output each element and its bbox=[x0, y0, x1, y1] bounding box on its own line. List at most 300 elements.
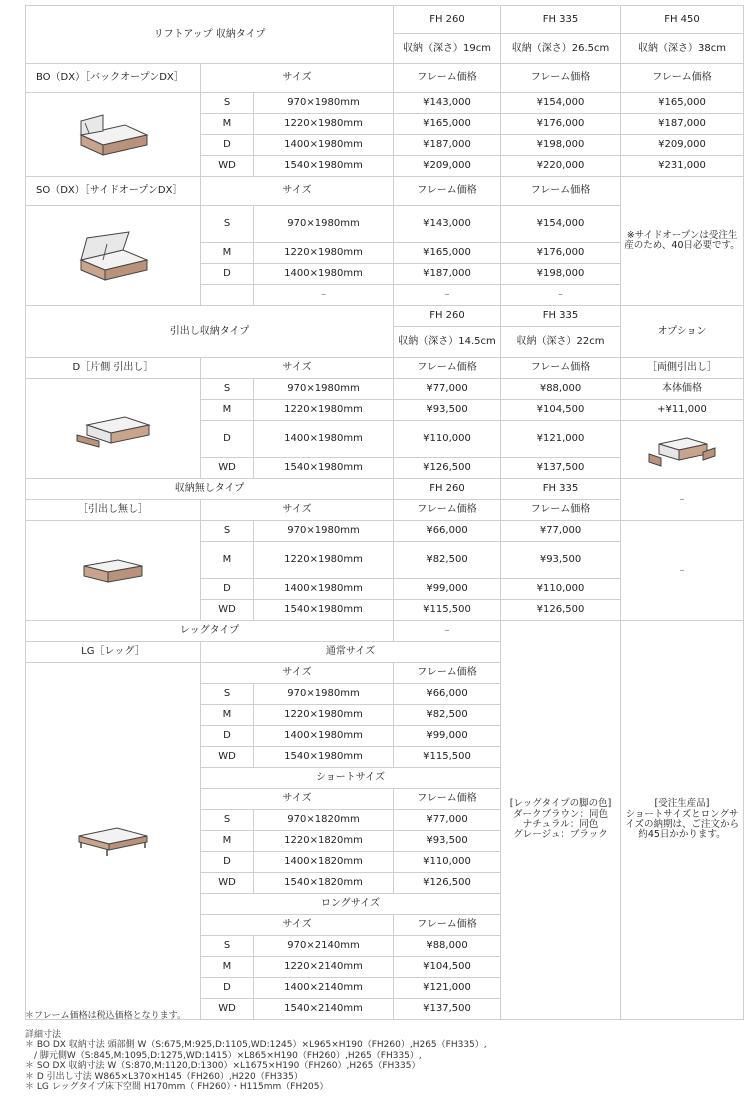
table-row bbox=[26, 379, 744, 400]
col-header bbox=[501, 6, 621, 34]
size-code bbox=[201, 747, 254, 768]
depth-label-text: 収納（深さ）38cm bbox=[638, 42, 726, 54]
size-code bbox=[201, 243, 254, 264]
table-row bbox=[26, 6, 744, 34]
size-code-text: S bbox=[223, 383, 231, 395]
dimension-text: 1400×1980mm bbox=[284, 730, 363, 742]
size-code-text: D bbox=[223, 982, 231, 994]
dimension-text: 1400×1980mm bbox=[284, 268, 363, 280]
size-code-text: WD bbox=[218, 160, 236, 172]
option-label bbox=[621, 358, 744, 379]
price bbox=[394, 600, 501, 621]
price-header-text: フレーム価格 bbox=[417, 667, 477, 679]
price-header bbox=[621, 64, 744, 93]
price-text: ¥93,500 bbox=[539, 554, 582, 566]
dash bbox=[254, 285, 394, 306]
detail-heading: 詳細寸法 bbox=[25, 1029, 62, 1040]
option-label-text: ［両側引出し］ bbox=[647, 362, 718, 374]
price bbox=[394, 156, 501, 177]
dimension-text: 970×1820mm bbox=[287, 814, 360, 826]
price bbox=[501, 521, 621, 542]
price bbox=[501, 579, 621, 600]
table-row bbox=[26, 479, 744, 500]
price-text: ¥137,500 bbox=[536, 462, 585, 474]
price-text: ¥154,000 bbox=[536, 218, 585, 230]
size-code-text: M bbox=[222, 554, 232, 566]
dash bbox=[394, 621, 501, 642]
size-code bbox=[201, 421, 254, 458]
size-header-text: サイズ bbox=[282, 72, 312, 84]
model-image bbox=[26, 521, 201, 621]
col-header-text: FH 335 bbox=[542, 13, 579, 25]
price bbox=[394, 957, 501, 978]
size-code-text: M bbox=[222, 709, 232, 721]
option-price bbox=[621, 400, 744, 421]
price-text: ¥82,500 bbox=[426, 554, 468, 566]
price-header-text: フレーム価格 bbox=[530, 72, 591, 84]
price bbox=[501, 400, 621, 421]
section-title bbox=[26, 479, 394, 500]
price-text: ¥165,000 bbox=[423, 247, 471, 259]
price bbox=[394, 206, 501, 243]
price-text: ¥154,000 bbox=[536, 97, 585, 109]
price-text: ¥231,000 bbox=[658, 160, 706, 172]
col-header-text: FH 260 bbox=[429, 13, 465, 25]
dimension bbox=[254, 873, 394, 894]
model-image bbox=[26, 379, 201, 479]
model-image bbox=[26, 93, 201, 177]
price bbox=[621, 93, 744, 114]
side-open-note-text: ※サイドオープンは受注生産のため、40日必要です。 bbox=[624, 229, 740, 251]
col-header bbox=[501, 306, 621, 327]
depth-label-text: 収納（深さ）14.5cm bbox=[398, 336, 496, 348]
size-header bbox=[201, 789, 394, 810]
size-code-text: D bbox=[223, 856, 231, 868]
option-price-text: +¥11,000 bbox=[657, 404, 707, 416]
table-row bbox=[26, 306, 744, 327]
size-code bbox=[201, 156, 254, 177]
price bbox=[394, 705, 501, 726]
dimension bbox=[254, 458, 394, 479]
depth-label-text: 収納（深さ）19cm bbox=[403, 42, 491, 54]
price bbox=[501, 379, 621, 400]
price-text: ¥198,000 bbox=[536, 139, 585, 151]
depth-label-text: 収納（深さ）26.5cm bbox=[511, 42, 610, 54]
size-code bbox=[201, 114, 254, 135]
dimension-text: 1220×1980mm bbox=[284, 404, 363, 416]
price bbox=[501, 135, 621, 156]
dash bbox=[501, 285, 621, 306]
size-code bbox=[201, 458, 254, 479]
price bbox=[501, 458, 621, 479]
size-code-text: D bbox=[223, 139, 231, 151]
dimension-text: 970×1980mm bbox=[287, 383, 360, 395]
price-header bbox=[501, 500, 621, 521]
size-header-text: サイズ bbox=[282, 793, 312, 805]
price-header bbox=[394, 177, 501, 206]
depth-label bbox=[501, 327, 621, 358]
model-image bbox=[26, 663, 201, 1020]
size-code-text: WD bbox=[218, 604, 236, 616]
no-storage-bed-illustration bbox=[78, 554, 148, 588]
price bbox=[394, 379, 501, 400]
price-text: ¥187,000 bbox=[658, 118, 706, 130]
price bbox=[394, 135, 501, 156]
empty-cell bbox=[201, 285, 254, 306]
price-header bbox=[501, 358, 621, 379]
size-code-text: M bbox=[222, 961, 232, 973]
dimension-text: 1220×1980mm bbox=[284, 554, 363, 566]
price bbox=[621, 114, 744, 135]
price-text: ¥209,000 bbox=[423, 160, 471, 172]
depth-label bbox=[501, 34, 621, 64]
price bbox=[394, 873, 501, 894]
dimension-text: 1400×1820mm bbox=[284, 856, 363, 868]
size-code-text: WD bbox=[218, 1003, 236, 1015]
leg-color-note-text: [レッグタイプの脚の色] ダークブラウン：同色 ナチュラル：同色 グレージュ：ブラック bbox=[509, 798, 612, 841]
model-label-text: D［片側 引出し］ bbox=[72, 362, 154, 374]
col-header bbox=[394, 6, 501, 34]
price-text: ¥165,000 bbox=[658, 97, 706, 109]
price-text: ¥93,500 bbox=[426, 835, 468, 847]
dash-text: – bbox=[558, 289, 564, 301]
col-header-text: FH 450 bbox=[664, 13, 700, 25]
table-row bbox=[26, 521, 744, 542]
price-text: ¥126,500 bbox=[423, 877, 471, 889]
option-image bbox=[621, 421, 744, 479]
table-row bbox=[26, 177, 744, 206]
price-text: ¥115,500 bbox=[423, 751, 471, 763]
size-code bbox=[201, 264, 254, 285]
dimension-text: 1540×1980mm bbox=[284, 160, 363, 172]
section-title-text: 収納無しタイプ bbox=[174, 483, 245, 495]
dimension bbox=[254, 705, 394, 726]
detail-line: / 脚元側W（S:845,M:1095,D:1275,WD:1415）×L865×H190（FH260）,H265（FH335）, bbox=[25, 1050, 422, 1061]
table-row bbox=[26, 621, 744, 642]
price-header-text: フレーム価格 bbox=[417, 185, 477, 197]
price-header-text: フレーム価格 bbox=[417, 362, 477, 374]
price bbox=[501, 542, 621, 579]
price bbox=[501, 421, 621, 458]
dash-text: – bbox=[444, 625, 450, 637]
price-text: ¥66,000 bbox=[426, 688, 468, 700]
dimension-text: 1220×1980mm bbox=[284, 709, 363, 721]
table-row bbox=[26, 64, 744, 93]
price bbox=[394, 458, 501, 479]
model-label-text: BO（DX）［バックオープンDX］ bbox=[36, 72, 184, 84]
leg-color-note bbox=[501, 621, 621, 1020]
notes-section bbox=[25, 1011, 745, 1093]
size-code bbox=[201, 978, 254, 999]
section-title bbox=[26, 621, 394, 642]
depth-label bbox=[394, 327, 501, 358]
dimension bbox=[254, 264, 394, 285]
model-label bbox=[26, 177, 201, 206]
dimension bbox=[254, 957, 394, 978]
price-header-text: フレーム価格 bbox=[417, 72, 477, 84]
dimension bbox=[254, 747, 394, 768]
depth-label bbox=[394, 34, 501, 64]
dimension bbox=[254, 379, 394, 400]
price-text: ¥137,500 bbox=[423, 1003, 471, 1015]
dimension bbox=[254, 206, 394, 243]
size-code-text: S bbox=[223, 97, 231, 109]
price-text: ¥66,000 bbox=[426, 525, 468, 537]
col-header bbox=[621, 6, 744, 34]
price bbox=[394, 114, 501, 135]
detail-line: ＊ LG レッグタイプ床下空間 H170mm（ FH260）・H115mm（FH205） bbox=[25, 1082, 329, 1092]
price-text: ¥209,000 bbox=[658, 139, 706, 151]
size-code bbox=[201, 379, 254, 400]
size-code bbox=[201, 957, 254, 978]
dimension-text: 970×1980mm bbox=[287, 97, 360, 109]
price bbox=[394, 936, 501, 957]
dimension bbox=[254, 978, 394, 999]
dash-text: – bbox=[444, 289, 450, 301]
section-title-text: レッグタイプ bbox=[179, 625, 240, 637]
dimension bbox=[254, 600, 394, 621]
price-header-text: フレーム価格 bbox=[530, 504, 591, 516]
dash bbox=[621, 479, 744, 521]
dimension-text: 1220×1980mm bbox=[284, 247, 363, 259]
option-body bbox=[621, 379, 744, 400]
size-header-text: サイズ bbox=[282, 919, 312, 931]
model-image bbox=[26, 206, 201, 306]
dimension bbox=[254, 936, 394, 957]
order-note-text: [受注生産品] ショートサイズとロングサイズの納期は、ご注文から約45日かかります。 bbox=[625, 798, 739, 841]
price bbox=[394, 684, 501, 705]
col-header-text: FH 260 bbox=[429, 310, 465, 322]
dimension bbox=[254, 135, 394, 156]
price-text: ¥143,000 bbox=[423, 97, 471, 109]
dimension bbox=[254, 810, 394, 831]
dimension-text: 970×1980mm bbox=[287, 525, 360, 537]
price-table bbox=[25, 5, 744, 1020]
dash bbox=[621, 521, 744, 621]
size-header bbox=[201, 64, 394, 93]
size-code bbox=[201, 579, 254, 600]
size-code bbox=[201, 810, 254, 831]
price-header-text: フレーム価格 bbox=[417, 919, 477, 931]
detail-line: ＊ D 引出し寸法 W865×L370×H145（FH260）,H220（FH335） bbox=[25, 1071, 303, 1082]
price bbox=[394, 810, 501, 831]
detail-line: ＊ SO DX 収納寸法 W（S:870,M:1120,D:1300）×L1675×H190（FH260）,H265（FH335） bbox=[25, 1061, 421, 1071]
price-text: ¥126,500 bbox=[423, 462, 471, 474]
size-code-text: S bbox=[223, 814, 231, 826]
model-label bbox=[26, 500, 201, 521]
price-text: ¥77,000 bbox=[539, 525, 582, 537]
price-header bbox=[501, 177, 621, 206]
size-code bbox=[201, 400, 254, 421]
size-code-text: M bbox=[222, 404, 232, 416]
size-header bbox=[201, 500, 394, 521]
price bbox=[394, 726, 501, 747]
size-code-text: WD bbox=[218, 751, 236, 763]
col-header-text: FH 335 bbox=[542, 483, 579, 495]
price-text: ¥176,000 bbox=[536, 118, 585, 130]
dimension bbox=[254, 726, 394, 747]
dimension-text: 1540×2140mm bbox=[284, 1003, 363, 1015]
price-text: ¥99,000 bbox=[426, 730, 468, 742]
size-code-text: S bbox=[223, 688, 231, 700]
subsection-title bbox=[201, 642, 501, 663]
dimension bbox=[254, 114, 394, 135]
dimension-text: 1540×1820mm bbox=[284, 877, 363, 889]
dimension bbox=[254, 542, 394, 579]
dimension-text: 1400×1980mm bbox=[284, 139, 363, 151]
price-text: ¥110,000 bbox=[536, 583, 585, 595]
model-label-text: ［引出し無し］ bbox=[78, 504, 148, 516]
dimension-text: 1220×1820mm bbox=[284, 835, 363, 847]
section-title bbox=[26, 306, 394, 358]
price-text: ¥187,000 bbox=[423, 268, 471, 280]
price-header bbox=[394, 358, 501, 379]
dash-text: – bbox=[679, 564, 685, 576]
section-title bbox=[26, 6, 394, 64]
model-label bbox=[26, 358, 201, 379]
price-header-text: フレーム価格 bbox=[530, 185, 591, 197]
dimension bbox=[254, 831, 394, 852]
price bbox=[501, 243, 621, 264]
price-text: ¥187,000 bbox=[423, 139, 471, 151]
subsection-title bbox=[201, 768, 501, 789]
size-header bbox=[201, 177, 394, 206]
size-code bbox=[201, 936, 254, 957]
tax-note: ＊フレーム価格は税込価格となります。 bbox=[25, 1011, 186, 1021]
price-text: ¥99,000 bbox=[426, 583, 468, 595]
price bbox=[394, 264, 501, 285]
back-open-bed-illustration bbox=[73, 111, 153, 159]
size-code-text: S bbox=[223, 940, 231, 952]
price bbox=[394, 521, 501, 542]
table-row bbox=[26, 358, 744, 379]
model-label bbox=[26, 64, 201, 93]
double-drawer-bed-illustration bbox=[647, 430, 717, 470]
dimension bbox=[254, 400, 394, 421]
price-header bbox=[394, 915, 501, 936]
dimension-text: 1220×1980mm bbox=[284, 118, 363, 130]
size-code bbox=[201, 521, 254, 542]
size-code bbox=[201, 206, 254, 243]
size-code-text: S bbox=[223, 525, 231, 537]
price-text: ¥110,000 bbox=[423, 856, 471, 868]
price-text: ¥121,000 bbox=[423, 982, 471, 994]
dimension-text: 1400×1980mm bbox=[284, 583, 363, 595]
price bbox=[394, 93, 501, 114]
price bbox=[394, 243, 501, 264]
size-header bbox=[201, 358, 394, 379]
price-text: ¥115,500 bbox=[423, 604, 471, 616]
detail-line: ＊ BO DX 収納寸法 頭部側 W（S:675,M:925,D:1105,WD:1245）×L965×H190（FH260）,H265（FH335）, bbox=[25, 1040, 487, 1050]
price-header bbox=[394, 500, 501, 521]
price-text: ¥88,000 bbox=[426, 940, 468, 952]
price bbox=[394, 831, 501, 852]
size-code bbox=[201, 600, 254, 621]
size-code-text: D bbox=[223, 433, 231, 445]
price-header-text: フレーム価格 bbox=[417, 504, 477, 516]
dash bbox=[394, 285, 501, 306]
price-text: ¥121,000 bbox=[536, 433, 585, 445]
size-header-text: サイズ bbox=[282, 504, 312, 516]
option-header-text: オプション bbox=[657, 325, 707, 337]
size-code bbox=[201, 684, 254, 705]
size-code-text: D bbox=[223, 268, 231, 280]
dimension-text: 970×1980mm bbox=[287, 688, 360, 700]
price bbox=[621, 135, 744, 156]
price-text: ¥93,500 bbox=[426, 404, 468, 416]
dimension bbox=[254, 579, 394, 600]
price-text: ¥110,000 bbox=[423, 433, 471, 445]
dimension bbox=[254, 852, 394, 873]
table-row bbox=[26, 93, 744, 114]
dimension-text: 970×2140mm bbox=[287, 940, 360, 952]
size-code bbox=[201, 135, 254, 156]
subsection-title-text: ロングサイズ bbox=[321, 898, 380, 910]
price bbox=[394, 852, 501, 873]
price-text: ¥126,500 bbox=[536, 604, 585, 616]
size-code bbox=[201, 705, 254, 726]
section-title-text: リフトアップ 収納タイプ bbox=[153, 28, 266, 40]
dimension-text: 1540×1980mm bbox=[284, 604, 363, 616]
price bbox=[394, 579, 501, 600]
size-code bbox=[201, 542, 254, 579]
price-text: ¥220,000 bbox=[536, 160, 585, 172]
dimension-text: 970×1980mm bbox=[287, 218, 360, 230]
price-text: ¥198,000 bbox=[536, 268, 585, 280]
col-header bbox=[394, 306, 501, 327]
depth-label-text: 収納（深さ）22cm bbox=[516, 336, 605, 348]
price bbox=[501, 600, 621, 621]
size-code-text: M bbox=[222, 118, 232, 130]
size-code bbox=[201, 726, 254, 747]
price-text: ¥165,000 bbox=[423, 118, 471, 130]
price bbox=[501, 264, 621, 285]
depth-label bbox=[621, 34, 744, 64]
price-header bbox=[394, 789, 501, 810]
size-code-text: WD bbox=[218, 462, 236, 474]
dimension bbox=[254, 93, 394, 114]
price bbox=[501, 93, 621, 114]
model-label bbox=[26, 642, 201, 663]
price bbox=[394, 400, 501, 421]
dimension bbox=[254, 421, 394, 458]
price bbox=[394, 978, 501, 999]
size-header-text: サイズ bbox=[282, 185, 312, 197]
model-label-text: LG［レッグ］ bbox=[81, 646, 145, 658]
subsection-title-text: 通常サイズ bbox=[325, 646, 376, 658]
col-header bbox=[394, 479, 501, 500]
price bbox=[394, 747, 501, 768]
price-text: ¥77,000 bbox=[426, 814, 468, 826]
side-open-note bbox=[621, 177, 744, 306]
price-header-text: フレーム価格 bbox=[530, 362, 591, 374]
dimension bbox=[254, 521, 394, 542]
price-text: ¥88,000 bbox=[539, 383, 582, 395]
size-code-text: D bbox=[223, 730, 231, 742]
price-header-text: フレーム価格 bbox=[652, 72, 712, 84]
col-header-text: FH 260 bbox=[429, 483, 465, 495]
subsection-title-text: ショートサイズ bbox=[316, 772, 385, 784]
dimension bbox=[254, 243, 394, 264]
dimension bbox=[254, 156, 394, 177]
size-code bbox=[201, 852, 254, 873]
size-code-text: WD bbox=[218, 877, 236, 889]
price-text: ¥176,000 bbox=[536, 247, 585, 259]
size-code bbox=[201, 873, 254, 894]
price-text: ¥104,500 bbox=[536, 404, 585, 416]
size-code-text: D bbox=[223, 583, 231, 595]
col-header-text: FH 335 bbox=[542, 310, 579, 322]
